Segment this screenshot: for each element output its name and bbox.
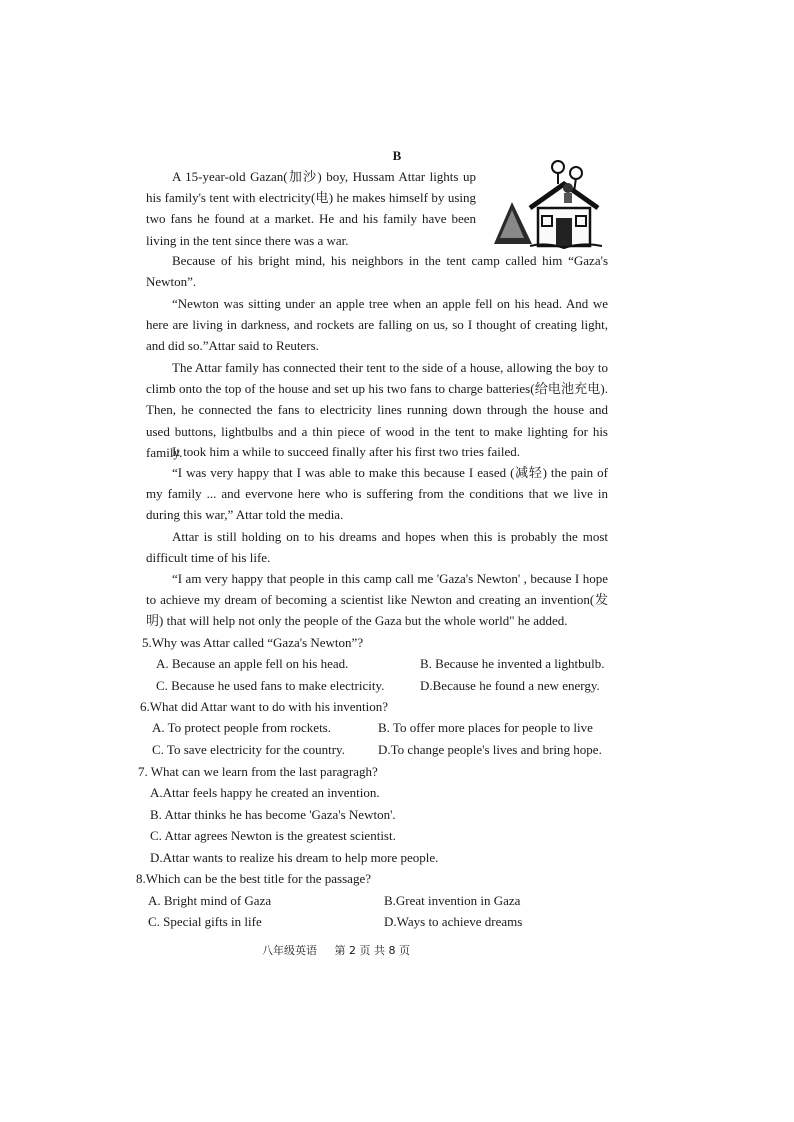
section-heading: B — [392, 148, 402, 163]
question-5-option-a[interactable]: A. Because an apple fell on his head. — [156, 656, 349, 671]
question-6-option-c[interactable]: C. To save electricity for the country. — [152, 742, 345, 757]
question-8-option-b[interactable]: B.Great invention in Gaza — [384, 893, 521, 908]
question-5-stem: 5.Why was Attar called “Gaza's Newton”? — [142, 635, 364, 650]
passage-paragraph-6: “I was very happy that I was able to make this because I eased (减轻) the pain of my family ... and evervone here who is suffering from the conditions that we live in during this war,” Attar told the media. — [146, 465, 608, 523]
passage-paragraph-5: It took him a while to succeed finally after his first two tries failed. — [172, 444, 521, 459]
passage-paragraph-4: The Attar family has connected their tent to the side of a house, allowing the boy to climb onto the top of the house and set up his two fans to charge batteries(给电池充电). Then, he connected the fans to electricity lines running down through the house and used buttons, lightbulbs and a thin piece of wood in the tent to make lighting for his family. — [146, 360, 608, 460]
question-7-option-d[interactable]: D.Attar wants to realize his dream to help more people. — [150, 850, 439, 865]
question-8-option-c[interactable]: C. Special gifts in life — [148, 914, 262, 929]
question-7-option-b[interactable]: B. Attar thinks he has become 'Gaza's Newton'. — [150, 807, 396, 822]
question-7-option-a[interactable]: A.Attar feels happy he created an invention. — [150, 785, 380, 800]
question-7-option-c[interactable]: C. Attar agrees Newton is the greatest scientist. — [150, 828, 396, 843]
passage-paragraph-3: “Newton was sitting under an apple tree when an apple fell on his head. And we here are living in darkness, and rockets are falling on us, so I thought of creating light, and did so.”Attar said to Reuters. — [146, 296, 608, 354]
question-5-option-b[interactable]: B. Because he invented a lightbulb. — [420, 656, 605, 671]
footer-page-number: 第 2 页 共 8 页 — [334, 944, 410, 957]
footer-subject: 八年级英语 — [262, 944, 317, 957]
page-footer — [262, 942, 424, 958]
question-6-option-a[interactable]: A. To protect people from rockets. — [152, 720, 331, 735]
house-tent-illustration — [486, 158, 610, 252]
passage-paragraph-1: A 15-year-old Gazan(加沙) boy, Hussam Attar lights up his family's tent with electricity(电) he makes himself by using two fans he found at a market. He and his family have been living in the tent since there was a war. — [146, 169, 476, 248]
question-7-stem: 7. What can we learn from the last paragragh? — [138, 764, 378, 779]
question-8-option-d[interactable]: D.Ways to achieve dreams — [384, 914, 523, 929]
passage-paragraph-7: Attar is still holding on to his dreams and hopes when this is probably the most difficult time of his life. — [146, 529, 608, 566]
passage-paragraph-2: Because of his bright mind, his neighbors in the tent camp called him “Gaza's Newton”. — [146, 253, 608, 290]
question-6-stem: 6.What did Attar want to do with his invention? — [140, 699, 389, 714]
question-8-stem: 8.Which can be the best title for the passage? — [136, 871, 371, 886]
question-6-option-b[interactable]: B. To offer more places for people to live — [378, 720, 593, 735]
question-5-option-d[interactable]: D.Because he found a new energy. — [420, 678, 600, 693]
question-6-option-d[interactable]: D.To change people's lives and bring hope. — [378, 742, 602, 757]
question-5-option-c[interactable]: C. Because he used fans to make electricity. — [156, 678, 385, 693]
question-8-option-a[interactable]: A. Bright mind of Gaza — [148, 893, 272, 908]
passage-paragraph-8: “I am very happy that people in this camp call me 'Gaza's Newton' , because I hope to achieve my dream of becoming a scientist like Newton and creating an invention(发明) that will help not only the people of the Gaza but the whole world" he added. — [146, 571, 608, 629]
